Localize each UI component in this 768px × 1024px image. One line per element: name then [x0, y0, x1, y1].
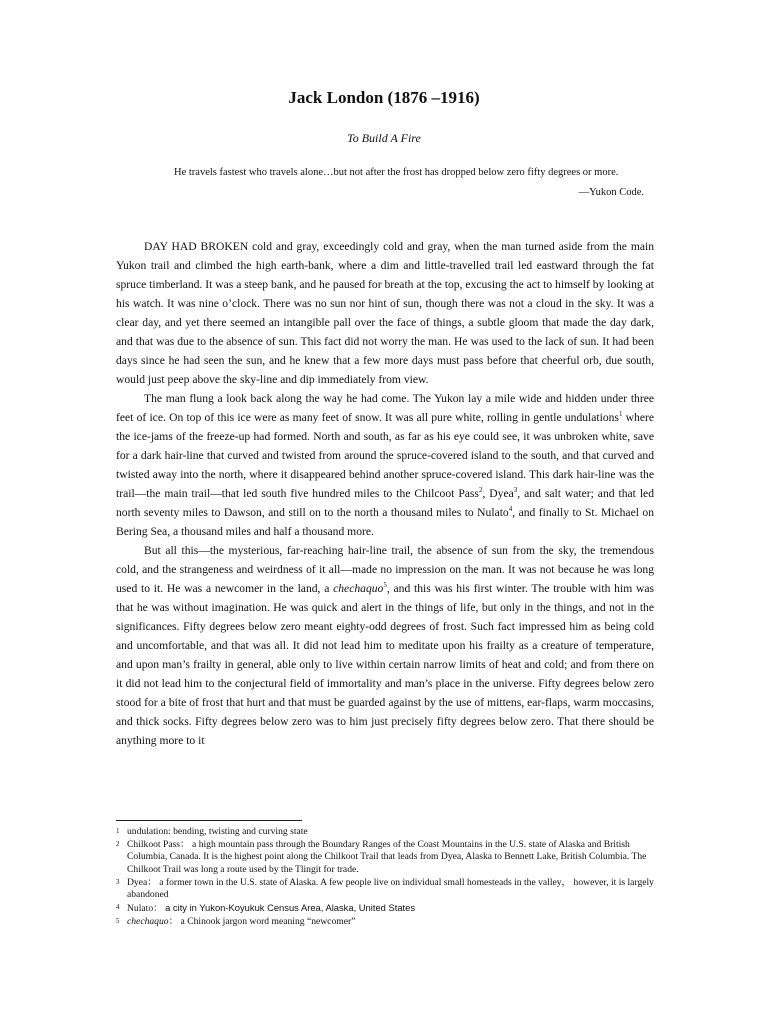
story-body [116, 237, 654, 750]
epigraph-text: He travels fastest who travels alone…but not after the frost has dropped below zero fifty degrees or more. [174, 167, 619, 178]
paragraph-3 [116, 541, 654, 750]
footnote-term: Nulato [127, 903, 154, 915]
footnote-text: ： a high mountain pass through the Boundary Ranges of the Coast Mountains in the U.S. state of Alaska and British Columbia, Canada. It is the highest point along the Chilkoot Trail that leads from Dyea, Alaska to Bennett Lake, British Columbia. The Chilkoot Trail was long a route used by the Tlingit for trade. [127, 839, 647, 875]
footnote-ref-5[interactable]: 5 [383, 581, 387, 590]
footnote-1 [116, 826, 656, 838]
epigraph-attribution: —Yukon Code. [578, 187, 644, 198]
paragraph-2 [116, 389, 654, 541]
footnote-term: Dyea [127, 876, 148, 888]
paragraph-3-text-a: But all this—the mysterious, far-reaching hair-line trail, the absence of sun from the sky, the tremendous cold, and the strangeness and weirdness of it all—made no impression on the man. It was not because he was long used to it. He was a newcomer in the land, a [116, 544, 654, 595]
footnote-number: 1 [116, 827, 120, 835]
paragraph-2-text-c: , Dyea [482, 487, 514, 500]
footnote-ref-4[interactable]: 4 [508, 505, 513, 514]
paragraph-3-text-b: , and this was his first winter. The trouble with him was that he was without imagination. He was quick and alert in the things of life, but only in the things, and not in the significances. Fifty degrees below zero meant eighty-odd degrees of frost. Such fact impressed him as being cold and uncomfortable, and that was all. It did not lead him to meditate upon his frailty as a creature of temperature, and upon man’s frailty in general, able only to live within certain narrow limits of heat and cold; and from there on it did not lead him to the conjectural field of immortality and man’s place in the universe. Fifty degrees below zero stood for a bite of frost that hurt and that must be guarded against by the use of mittens, ear-flaps, warm moccasins, and thick socks. Fifty degrees below zero was to him just precisely fifty degrees below zero. That there should be anything more to it [116, 582, 654, 747]
footnote-divider [116, 820, 302, 821]
paragraph-2-text-a: The man flung a look back along the way he had come. The Yukon lay a mile wide and hidden under three feet of ice. On top of this ice were as many feet of snow. It was all pure white, rolling in gentle undulations [116, 392, 654, 424]
footnote-term: undulation [127, 826, 169, 837]
epigraph [162, 163, 656, 203]
footnote-text: ： a Chinook jargon word meaning “newcomer” [168, 916, 356, 928]
footnote-number: 5 [116, 917, 120, 926]
footnote-5 [116, 916, 656, 928]
footnote-4 [116, 902, 656, 915]
footnote-number: 3 [116, 877, 120, 886]
footnote-term: Chilkoot Pass [127, 839, 181, 851]
footnote-3 [116, 877, 656, 901]
footnote-term: chechaquo [127, 916, 169, 928]
footnote-text: : bending, twisting and curving state [168, 826, 308, 837]
paragraph-2-text-e: , and finally to St. Michael on Bering Sea, a thousand miles and half a thousand more. [116, 506, 654, 538]
footnote-number: 2 [116, 840, 120, 849]
footnotes [116, 826, 656, 930]
footnote-text: ： a city in Yukon-Koyukuk Census Area, Alaska, United States [153, 902, 416, 914]
footnote-ref-2[interactable]: 2 [478, 486, 483, 495]
footnote-text: ： a former town in the U.S. state of Alaska. A few people live on individual small homesteads in the valley， however, it is largely abandoned [127, 876, 654, 901]
paragraph-2-text-d: , and salt water; and that led north seventy miles to Dawson, and still on to the north a thousand miles to Nulato [116, 487, 654, 519]
footnote-ref-1[interactable]: 1 [618, 410, 623, 419]
footnote-ref-3[interactable]: 3 [513, 486, 518, 495]
chechaquo-word: chechaquo [333, 582, 384, 595]
story-title: To Build A Fire [347, 131, 421, 145]
paragraph-1: DAY HAD BROKEN cold and gray, exceedingly cold and gray, when the man turned aside from the main Yukon trail and climbed the high earth-bank, where a dim and little-travelled trail led eastward through the fat spruce timberland. It was a steep bank, and he paused for breath at the top, excusing the act to himself by looking at his watch. It was nine o’clock. There was no sun nor hint of sun, though there was not a cloud in the sky. It was a clear day, and yet there seemed an intangible pall over the face of things, a subtle gloom that made the day dark, and that was due to the absence of sun. This fact did not worry the man. He was used to the lack of sun. It had been days since he had seen the sun, and he knew that a few more days must pass before that cheerful orb, due south, would just peep above the sky-line and dip immediately from view. [116, 240, 654, 386]
paragraph-2-text-b: where the ice-jams of the freeze-up had formed. North and south, as far as his eye could see, it was unbroken white, save for a dark hair-line that curved and twisted from around the spruce-covered island to the south, and that curved and twisted away into the north, where it disappeared behind another spruce-covered island. This dark hair-line was the trail—the main trail—that led south five hundred miles to the Chilcoot Pass [116, 411, 654, 500]
footnote-number: 4 [116, 903, 120, 912]
page-title: Jack London (1876 –1916) [288, 88, 480, 107]
footnote-2 [116, 839, 656, 876]
